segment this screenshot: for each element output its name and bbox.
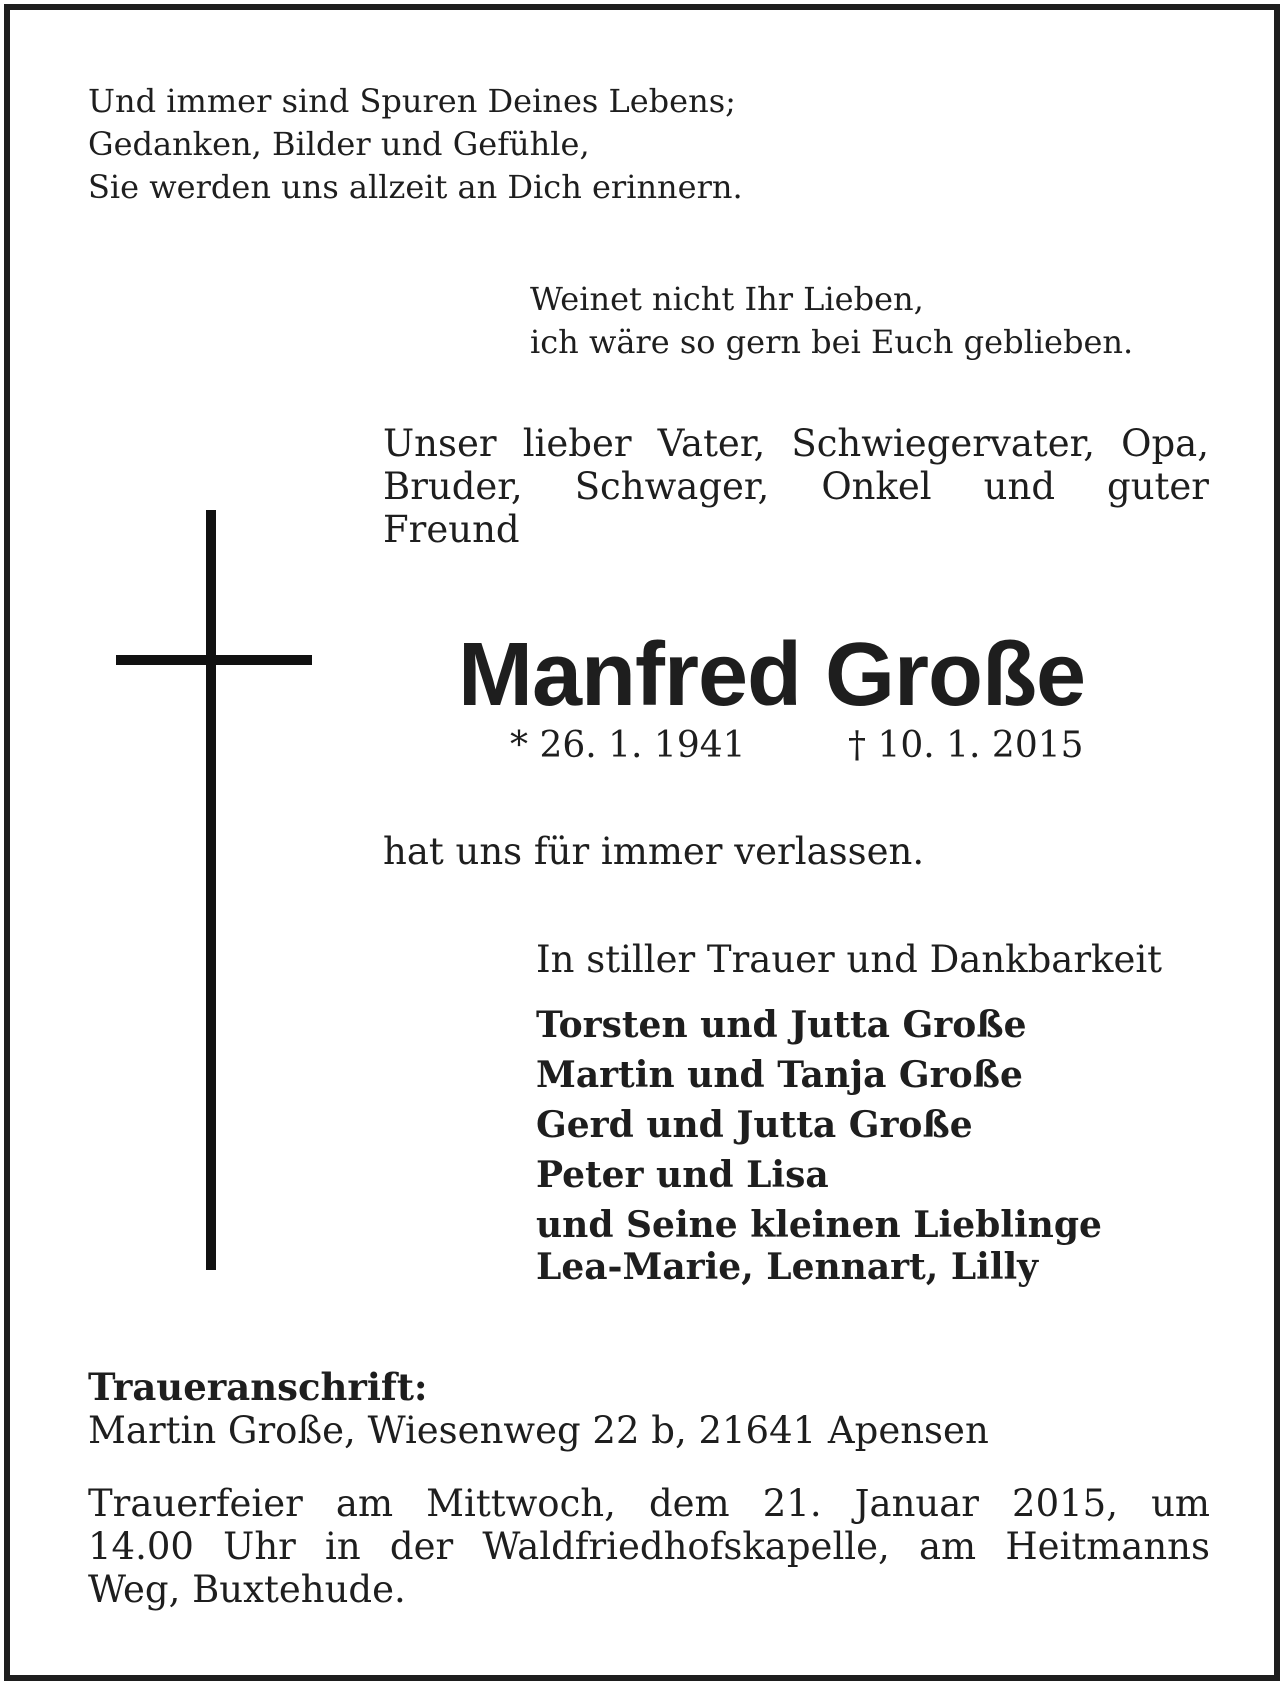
survivor-name: und Seine kleinen Lieblinge [536,1204,1102,1246]
survivor-name: Lea-Marie, Lennart, Lilly [536,1246,1039,1288]
poem-second [530,278,1133,364]
obituary-frame [4,4,1280,1681]
poem-line: Gedanken, Bilder und Gefühle, [88,125,590,163]
survivor-name: Peter und Lisa [536,1154,829,1196]
ceremony-line: Weg, Buxtehude. [88,1568,406,1611]
poem-line: Weinet nicht Ihr Lieben, [530,280,924,318]
poem-line: Und immer sind Spuren Deines Lebens; [88,82,736,120]
passed-away-text: hat uns für immer verlassen. [383,830,925,873]
intro-line: Freund [383,508,520,551]
poem-top [88,80,743,209]
cross-icon [116,510,316,1270]
survivor-name: Martin und Tanja Große [536,1054,1023,1096]
survivor-name: Torsten und Jutta Große [536,1004,1027,1046]
survivor-name: Gerd und Jutta Große [536,1104,973,1146]
poem-line: ich wäre so gern bei Euch geblieben. [530,323,1134,361]
intro-paragraph [383,422,1209,551]
intro-line: Unser lieber Vater, Schwiegervater, Opa, [383,422,1209,465]
address-text: Martin Große, Wiesenweg 22 b, 21641 Apensen [88,1409,989,1452]
ceremony-line: 14.00 Uhr in der Waldfriedhofskapelle, am Heitmanns [88,1525,1210,1568]
deceased-name: Manfred Große [458,625,1086,725]
death-date: † 10. 1. 2015 [848,725,1084,766]
address-label: Traueranschrift: [88,1365,428,1409]
mourning-line: In stiller Trauer und Dankbarkeit [536,938,1163,981]
intro-line: Bruder, Schwager, Onkel und guter [383,465,1209,508]
ceremony-line: Trauerfeier am Mittwoch, dem 21. Januar 2015, um [88,1482,1210,1525]
survivors-list [536,1000,1102,1292]
ceremony-paragraph [88,1482,1210,1611]
birth-date: * 26. 1. 1941 [510,725,746,766]
address-block [88,1366,989,1452]
poem-line: Sie werden uns allzeit an Dich erinnern. [88,168,743,206]
